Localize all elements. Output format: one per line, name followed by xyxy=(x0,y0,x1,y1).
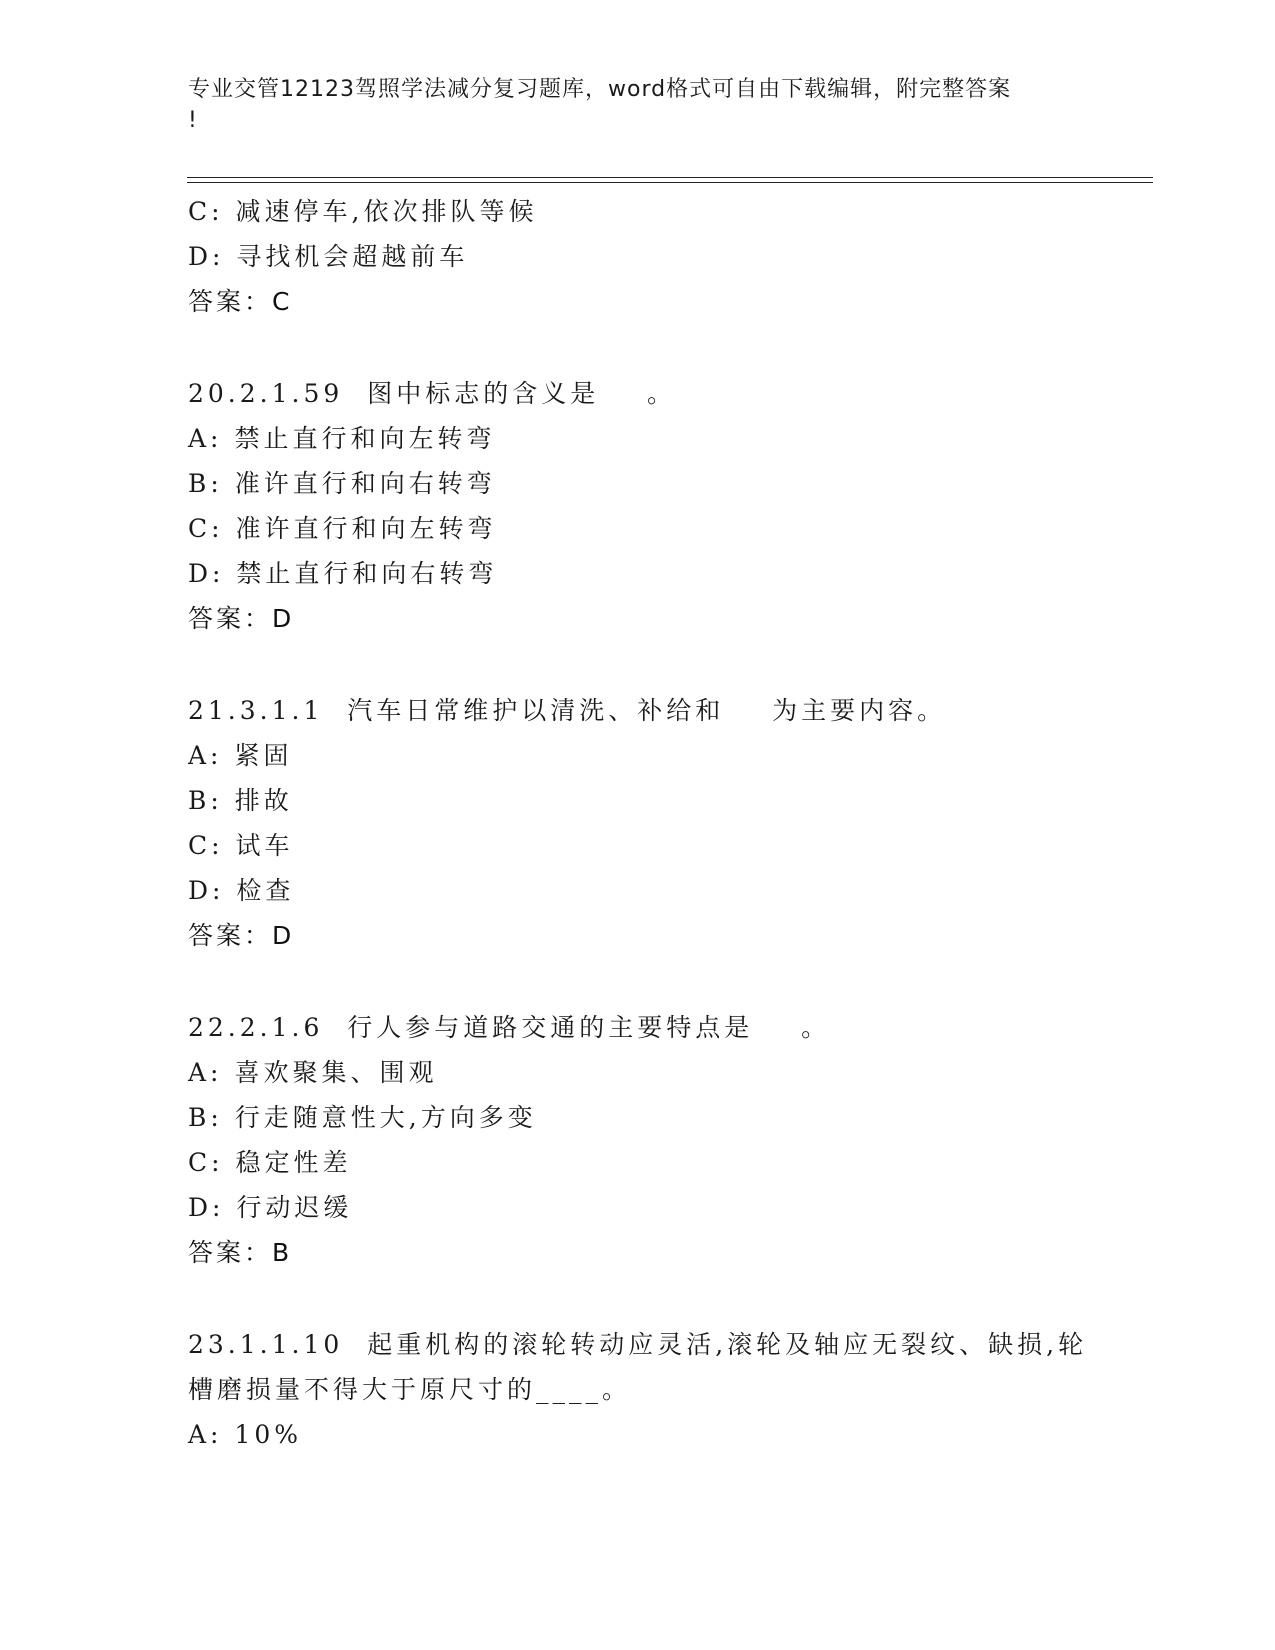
spacer xyxy=(188,641,1088,688)
answer: 答案：B xyxy=(188,1238,293,1267)
question-number: 22.2.1.6 xyxy=(188,1013,324,1042)
document-header xyxy=(188,74,1068,136)
option-c: C: 稳定性差 xyxy=(188,1148,352,1177)
option-d: D: 禁止直行和向右转弯 xyxy=(188,559,498,588)
option-b: B: 排故 xyxy=(188,786,293,815)
question-23 xyxy=(188,1322,1088,1457)
answer: 答案：D xyxy=(188,921,295,950)
header-rule-bottom xyxy=(187,182,1153,183)
question-list xyxy=(188,189,1088,1457)
question-21 xyxy=(188,688,1088,958)
question-number: 20.2.1.59 xyxy=(188,379,344,408)
header-line-2: ! xyxy=(188,108,198,133)
option-b: B: 行走随意性大,方向多变 xyxy=(188,1103,537,1132)
question-text: 23.1.1.10 起重机构的滚轮转动应灵活,滚轮及轴应无裂纹、缺损,轮槽磨损量不得大于原尺寸的____。 xyxy=(188,1330,1088,1404)
question-number: 23.1.1.10 xyxy=(188,1330,344,1359)
option-d: D: 检查 xyxy=(188,876,295,905)
question-text: 20.2.1.59 图中标志的含义是 。 xyxy=(188,379,676,408)
option-a: A: 喜欢聚集、围观 xyxy=(188,1058,438,1087)
question-20 xyxy=(188,371,1088,641)
continued-question xyxy=(188,189,1088,324)
option-d: D: 行动迟缓 xyxy=(188,1193,353,1222)
option-a: A: 紧固 xyxy=(188,741,293,770)
spacer xyxy=(188,958,1088,1005)
option-a: A: 10% xyxy=(188,1420,303,1449)
question-number: 21.3.1.1 xyxy=(188,696,324,725)
spacer xyxy=(188,1275,1088,1322)
option-c: C: 减速停车,依次排队等候 xyxy=(188,197,538,226)
spacer xyxy=(188,324,1088,371)
question-text: 21.3.1.1 汽车日常维护以清洗、补给和 为主要内容。 xyxy=(188,696,947,725)
header-rule-top xyxy=(187,177,1153,178)
option-c: C: 试车 xyxy=(188,831,294,860)
question-text: 22.2.1.6 行人参与道路交通的主要特点是 。 xyxy=(188,1013,831,1042)
question-22 xyxy=(188,1005,1088,1275)
option-b: B: 准许直行和向右转弯 xyxy=(188,469,496,498)
header-line-1: 专业交管12123驾照学法减分复习题库，word格式可自由下载编辑，附完整答案 xyxy=(188,77,1012,102)
option-a: A: 禁止直行和向左转弯 xyxy=(188,424,496,453)
option-c: C: 准许直行和向左转弯 xyxy=(188,514,497,543)
answer: 答案：D xyxy=(188,604,295,633)
answer: 答案：C xyxy=(188,287,293,316)
option-d: D: 寻找机会超越前车 xyxy=(188,242,469,271)
